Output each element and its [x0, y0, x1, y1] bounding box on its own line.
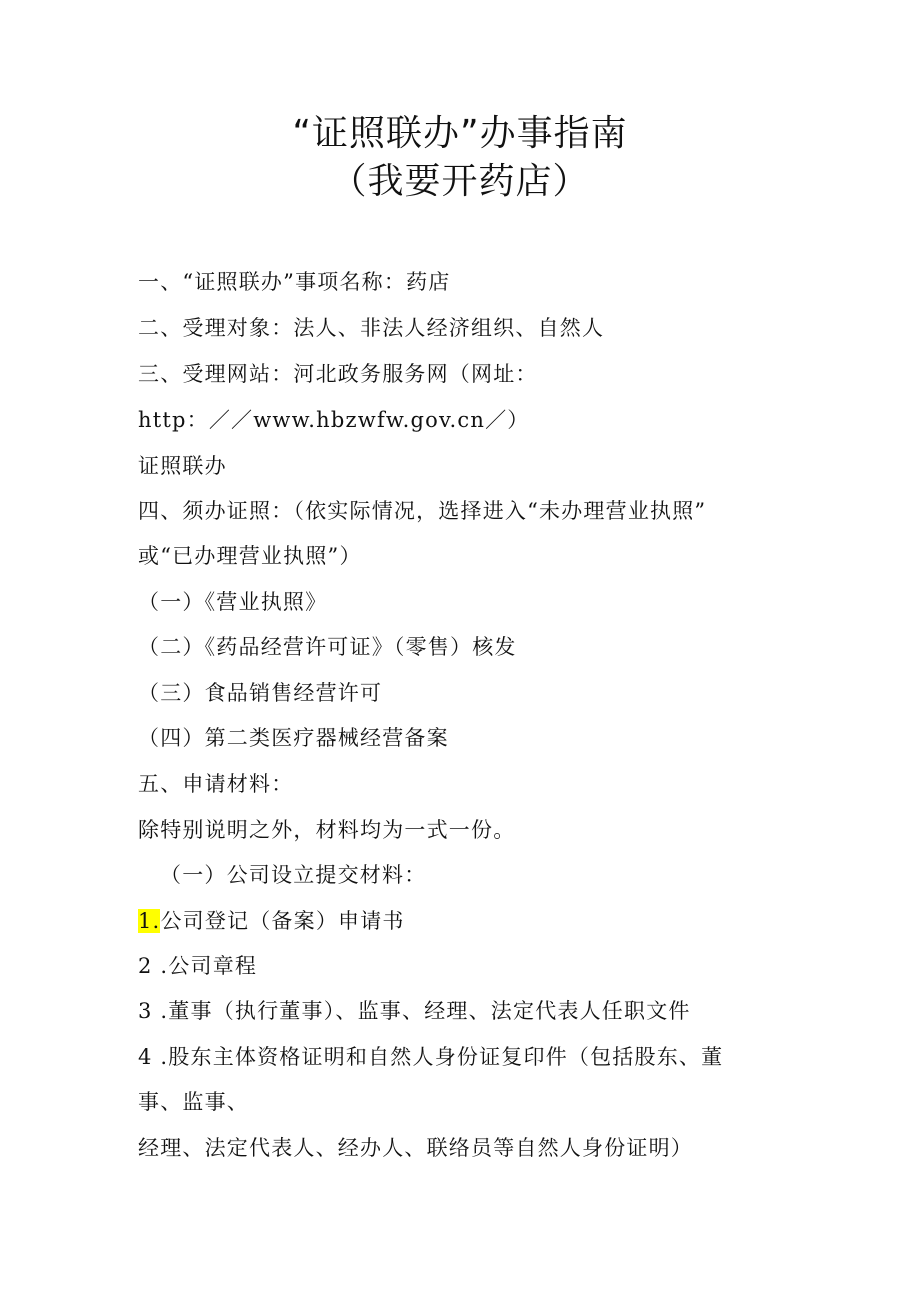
website-url: http：／／www.hbzwfw.gov.cn／） — [138, 408, 530, 432]
materials-note: 除特别说明之外，材料均为一式一份。 — [138, 818, 516, 842]
license-item: （一）《营业执照》 — [138, 590, 328, 614]
material-item-3: 3 .董事（执行董事）、监事、经理、法定代表人任职文件 — [138, 999, 691, 1023]
material-item-4-line3: 经理、法定代表人、经办人、联络员等自然人身份证明） — [138, 1136, 693, 1160]
material-item-4-line2: 事、监事、 — [138, 1090, 249, 1114]
material-item-1 — [138, 908, 405, 934]
section-website: 三、受理网站：河北政务服务网（网址： — [138, 362, 538, 386]
section-applicants: 二、受理对象：法人、非法人经济组织、自然人 — [138, 316, 605, 340]
material-item-text: 公司登记（备案）申请书 — [160, 909, 405, 933]
material-item-4-line1: 4 .股东主体资格证明和自然人身份证复印件（包括股东、董 — [138, 1045, 724, 1069]
section-materials: 五、申请材料： — [138, 772, 294, 796]
highlighted-number: 1. — [138, 909, 161, 933]
section-licenses-line1: 四、须办证照：（依实际情况，选择进入“未办理营业执照” — [138, 499, 707, 523]
materials-subsection: （一）公司设立提交材料： — [160, 863, 427, 887]
license-item: （四）第二类医疗器械经营备案 — [138, 726, 449, 750]
license-item: （二）《药品经营许可证》（零售）核发 — [138, 635, 517, 659]
license-item: （三）食品销售经营许可 — [138, 681, 383, 705]
document-subtitle: （我要开药店） — [330, 161, 590, 202]
section-licenses-line2: 或“已办理营业执照”） — [138, 544, 362, 568]
document-title: “证照联办”办事指南 — [292, 113, 628, 154]
section-item-name: 一、“证照联办”事项名称：药店 — [138, 270, 451, 294]
website-link-text: 证照联办 — [138, 454, 227, 478]
material-item-2: 2 .公司章程 — [138, 954, 258, 978]
